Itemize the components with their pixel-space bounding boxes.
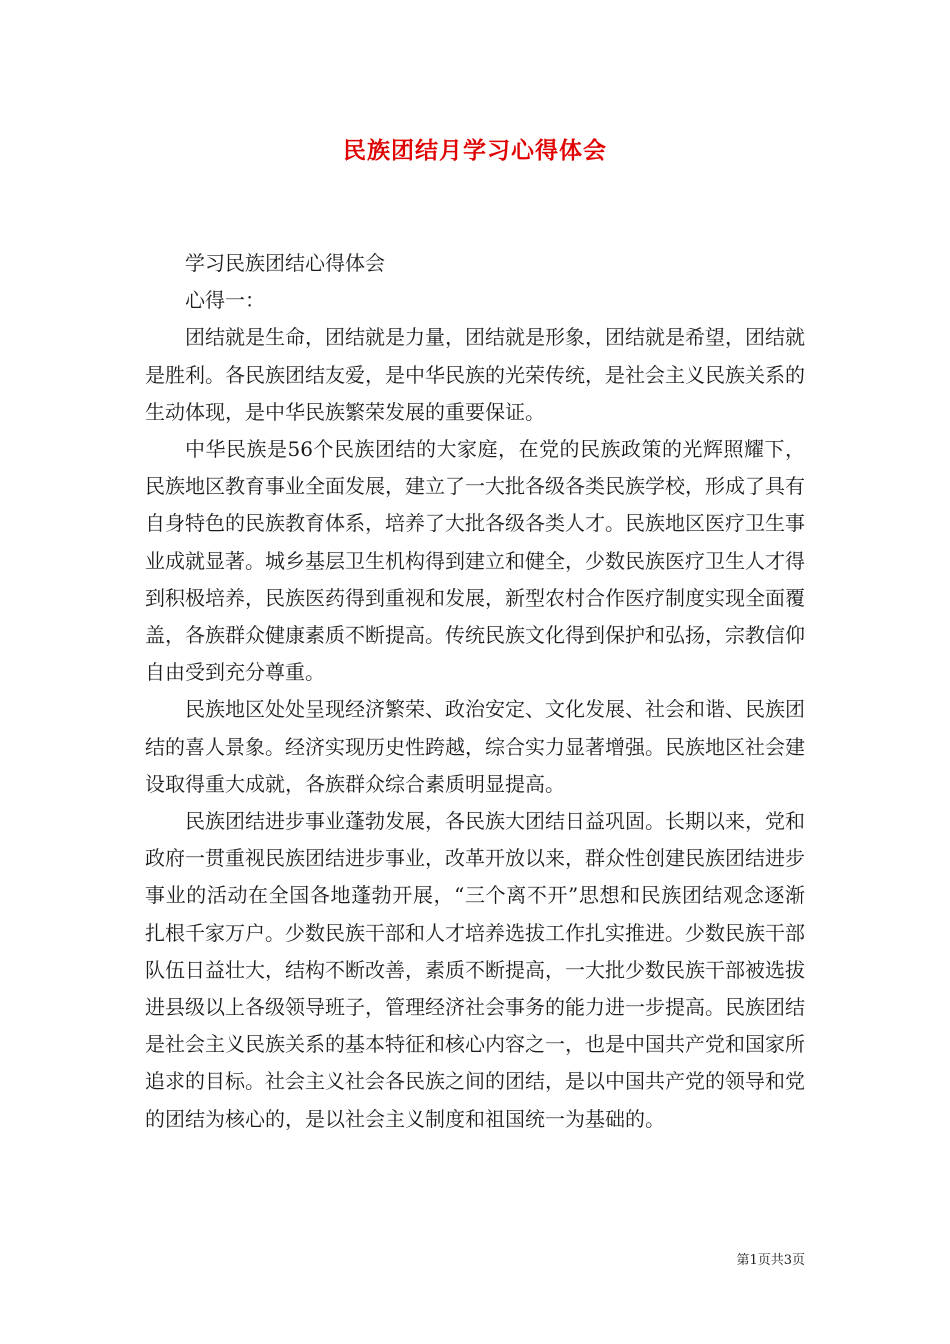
body-paragraph: 民族团结进步事业蓬勃发展，各民族大团结日益巩固。长期以来，党和政府一贯重视民族团结进步事业，改革开放以来，群众性创建民族团结进步事业的活动在全国各地蓬勃开展，“三个离不开”思想和民族团结观念逐渐扎根千家万户。少数民族干部和人才培养选拔工作扎实推进。少数民族干部队伍日益壮大，结构不断改善，素质不断提高，一大批少数民族干部被选拔进县级以上各级领导班子，管理经济社会事务的能力进一步提高。民族团结是社会主义民族关系的基本特征和核心内容之一，也是中国共产党和国家所追求的目标。社会主义社会各民族之间的团结，是以中国共产党的领导和党的团结为核心的，是以社会主义制度和祖国统一为基础的。 (145, 809, 805, 1131)
document-title: 民族团结月学习心得体会 (343, 137, 607, 164)
body-paragraph: 中华民族是56个民族团结的大家庭，在党的民族政策的光辉照耀下，民族地区教育事业全面发展，建立了一大批各级各类民族学校，形成了具有自身特色的民族教育体系，培养了大批各级各类人才。民族地区医疗卫生事业成就显著。城乡基层卫生机构得到建立和健全，少数民族医疗卫生人才得到积极培养，民族医药得到重视和发展，新型农村合作医疗制度实现全面覆盖，各族群众健康素质不断提高。传统民族文化得到保护和弘扬，宗教信仰自由受到充分尊重。 (145, 437, 805, 685)
body-paragraph: 民族地区处处呈现经济繁荣、政治安定、文化发展、社会和谐、民族团结的喜人景象。经济实现历史性跨越，综合实力显著增强。民族地区社会建设取得重大成就，各族群众综合素质明显提高。 (145, 697, 805, 796)
body-paragraph: 团结就是生命，团结就是力量，团结就是形象，团结就是希望，团结就是胜利。各民族团结友爱，是中华民族的光荣传统，是社会主义民族关系的生动体现，是中华民族繁荣发展的重要保证。 (145, 325, 805, 424)
section-heading: 心得一： (185, 288, 265, 313)
document-body (145, 245, 805, 1138)
page-number-footer: 第1页共3页 (736, 1253, 805, 1268)
subtitle-paragraph: 学习民族团结心得体会 (185, 251, 385, 275)
